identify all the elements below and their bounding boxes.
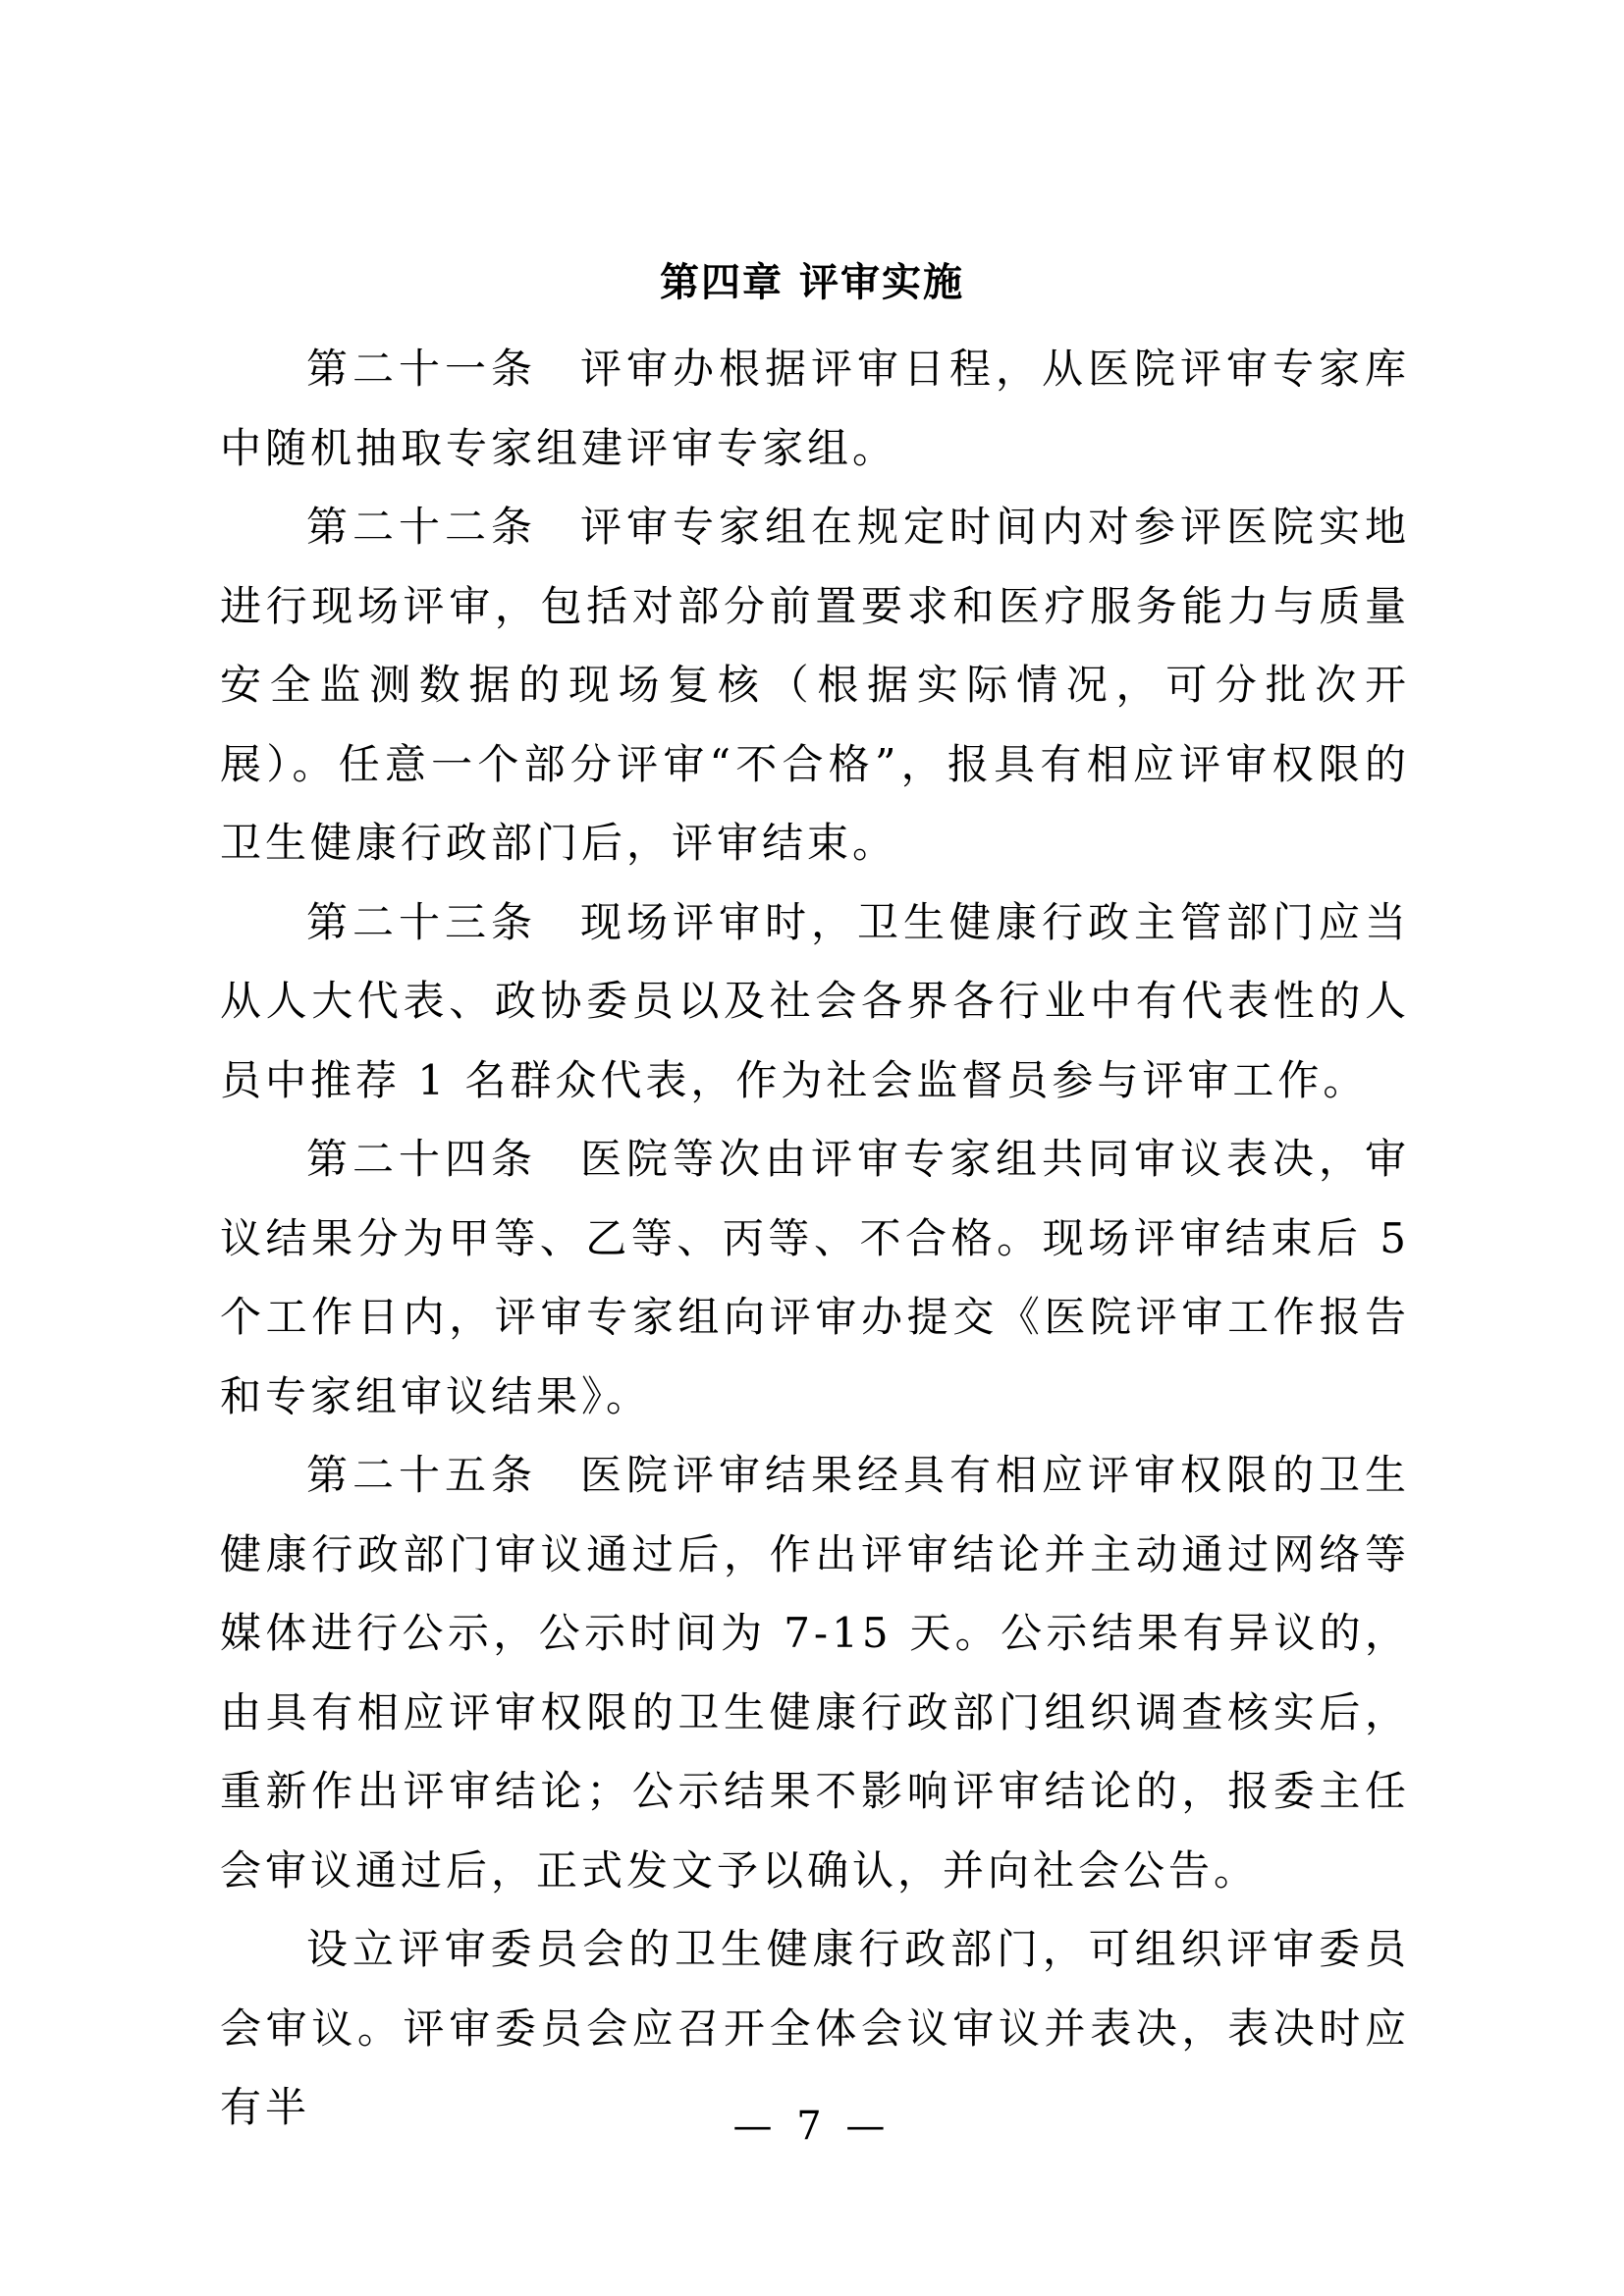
article-number: 第二十四条 bbox=[306, 1135, 537, 1183]
page-number: — 7 — bbox=[732, 2104, 892, 2149]
document-body bbox=[220, 330, 1410, 2148]
article-text: 医院评审结果经具有相应评审权限的卫生健康行政部门审议通过后，作出评审结论并主动通过网络等媒体进行公示，公示时间为 7-15 天。公示结果有异议的，由具有相应评审权限的卫生健康行政部门组织调查核实后，重新作出评审结论；公示结果不影响评审结论的，报委主任会审议通过后，正式发文予以确认，并向社会公告。 bbox=[220, 1451, 1410, 1895]
article-text: 评审办根据评审日程，从医院评审专家库中随机抽取专家组建评审专家组。 bbox=[220, 345, 1410, 472]
article-number: 第二十二条 bbox=[306, 503, 537, 551]
article-24 bbox=[220, 1120, 1410, 1436]
article-21 bbox=[220, 330, 1410, 488]
chapter-title: 第四章 评审实施 bbox=[660, 260, 964, 305]
paragraph-text: 设立评审委员会的卫生健康行政部门，可组织评审委员会审议。评审委员会应召开全体会议审议并表决，表决时应有半 bbox=[220, 1925, 1410, 2131]
article-text: 评审专家组在规定时间内对参评医院实地进行现场评审，包括对部分前置要求和医疗服务能力与质量安全监测数据的现场复核（根据实际情况，可分批次开展）。任意一个部分评审“不合格”，报具有相应评审权限的卫生健康行政部门后，评审结束。 bbox=[220, 503, 1410, 867]
article-23 bbox=[220, 883, 1410, 1121]
article-text: 医院等次由评审专家组共同审议表决，审议结果分为甲等、乙等、丙等、不合格。现场评审结束后 5 个工作日内，评审专家组向评审办提交《医院评审工作报告和专家组审议结果》。 bbox=[220, 1135, 1410, 1420]
article-number: 第二十三条 bbox=[306, 897, 537, 946]
article-22 bbox=[220, 488, 1410, 883]
article-text: 现场评审时，卫生健康行政主管部门应当从人大代表、政协委员以及社会各界各行业中有代表性的人员中推荐 1 名群众代表，作为社会监督员参与评审工作。 bbox=[220, 897, 1410, 1104]
article-number: 第二十一条 bbox=[306, 345, 537, 393]
article-number: 第二十五条 bbox=[306, 1451, 537, 1499]
article-25 bbox=[220, 1436, 1410, 1910]
